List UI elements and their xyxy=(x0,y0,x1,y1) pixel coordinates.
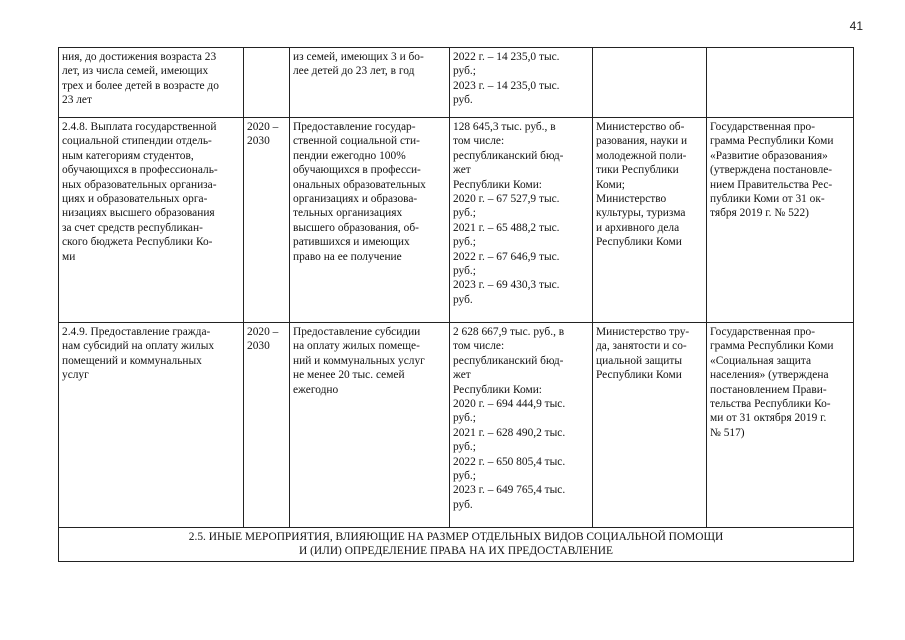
text-line: Республики Коми: xyxy=(453,178,542,191)
text-line: Предоставление субсидии xyxy=(293,326,421,338)
text-line: и архивного дела xyxy=(596,221,680,234)
text-line: ми xyxy=(62,250,76,263)
text-line: 2020 – xyxy=(247,326,279,338)
text-line: циальной защиты xyxy=(596,354,683,367)
text-line: 2021 г. – 628 490,2 тыс. xyxy=(453,426,566,439)
text-line: республиканский бюд- xyxy=(453,354,564,367)
text-line: том числе: xyxy=(453,135,505,148)
program-cell xyxy=(707,323,854,528)
text-line: «Развитие образования» xyxy=(710,149,828,162)
text-line: Государственная про- xyxy=(710,326,816,338)
text-line: помещений и коммунальных xyxy=(62,354,202,367)
text-line: Министерство xyxy=(596,193,667,206)
text-line: Государственная про- xyxy=(710,121,816,133)
text-line: «Социальная защита xyxy=(710,354,812,367)
text-line: руб.; xyxy=(453,470,476,483)
text-line: Министерство тру- xyxy=(596,326,690,338)
text-line: (утверждена постановле- xyxy=(710,164,833,177)
text-line: том числе: xyxy=(453,340,505,353)
text-line: право на ее получение xyxy=(293,250,402,263)
text-line: руб.; xyxy=(453,207,476,220)
text-line: нам субсидий на оплату жилых xyxy=(62,340,215,353)
text-line: нием Правительства Рес- xyxy=(710,178,833,191)
text-line: 2022 г. – 14 235,0 тыс. xyxy=(453,51,560,63)
text-line: ратившихся и имеющих xyxy=(293,236,410,249)
result-cell xyxy=(290,118,450,323)
responsible-cell xyxy=(593,323,707,528)
text-line: 2022 г. – 67 646,9 тыс. xyxy=(453,250,560,263)
text-line: Предоставление государ- xyxy=(293,121,416,133)
text-line: руб.; xyxy=(453,65,476,78)
measure-name-cell xyxy=(59,118,244,323)
text-line: 128 645,3 тыс. руб., в xyxy=(453,121,556,133)
text-line: Коми; xyxy=(596,178,625,191)
funding-cell xyxy=(450,118,593,323)
program-cell xyxy=(707,118,854,323)
text-line: Республики Коми xyxy=(596,236,682,249)
result-cell xyxy=(290,48,450,118)
text-line: публики Коми от 31 ок- xyxy=(710,193,825,206)
text-line: Республики Коми xyxy=(596,369,682,382)
text-line: И (ИЛИ) ОПРЕДЕЛЕНИЕ ПРАВА НА ИХ ПРЕДОСТАВЛЕНИЕ xyxy=(299,545,613,558)
text-line: не менее 20 тыс. семей xyxy=(293,369,405,382)
text-line: 2022 г. – 650 805,4 тыс. xyxy=(453,455,566,468)
text-line: ского бюджета Республики Ко- xyxy=(62,236,213,249)
text-line: 2.4.9. Предоставление гражда- xyxy=(62,326,211,338)
text-line: 2.5. ИНЫЕ МЕРОПРИЯТИЯ, ВЛИЯЮЩИЕ НА РАЗМЕР ОТДЕЛЬНЫХ ВИДОВ СОЦИАЛЬНОЙ ПОМОЩИ xyxy=(188,531,724,543)
text-line: руб.; xyxy=(453,441,476,454)
text-line: ственной социальной сти- xyxy=(293,135,420,148)
responsible-cell xyxy=(593,48,707,118)
text-line: ональных образовательных xyxy=(293,178,426,191)
text-line: грамма Республики Коми xyxy=(710,340,834,353)
measure-name-cell xyxy=(59,48,244,118)
text-line: жет xyxy=(453,164,471,177)
table-row xyxy=(59,118,854,323)
text-line: ния, до достижения возраста 23 xyxy=(62,51,217,63)
text-line: циях и образовательных орга- xyxy=(62,193,208,206)
period-cell xyxy=(244,48,290,118)
text-line: республиканский бюд- xyxy=(453,149,564,162)
text-line: ний и коммунальных услуг xyxy=(293,354,425,367)
responsible-cell xyxy=(593,118,707,323)
text-line: низациях высшего образования xyxy=(62,207,215,220)
result-cell xyxy=(290,323,450,528)
text-line: руб.; xyxy=(453,412,476,425)
text-line: Республики Коми: xyxy=(453,383,542,396)
measure-name-cell xyxy=(59,323,244,528)
text-line: услуг xyxy=(62,369,89,382)
text-line: 23 лет xyxy=(62,94,92,107)
text-line: населения» (утверждена xyxy=(710,369,829,382)
text-line: социальной стипендии отдель- xyxy=(62,135,212,148)
text-line: руб. xyxy=(453,94,473,107)
text-line: ным категориям студентов, xyxy=(62,149,194,162)
text-line: разования, науки и xyxy=(596,135,688,148)
text-line: лее детей до 23 лет, в год xyxy=(293,65,415,78)
text-line: на оплату жилых помеще- xyxy=(293,340,420,353)
text-line: грамма Республики Коми xyxy=(710,135,834,148)
text-line: за счет средств республикан- xyxy=(62,221,203,234)
funding-cell xyxy=(450,323,593,528)
section-heading xyxy=(59,528,854,562)
text-line: пендии ежегодно 100% xyxy=(293,149,406,162)
text-line: ми от 31 октября 2019 г. xyxy=(710,412,827,425)
text-line: 2020 г. – 694 444,9 тыс. xyxy=(453,398,566,411)
text-line: тики Республики xyxy=(596,164,679,177)
text-line: 2020 – xyxy=(247,121,279,133)
text-line: из семей, имеющих 3 и бо- xyxy=(293,51,424,63)
table-row xyxy=(59,48,854,118)
text-line: культуры, туризма xyxy=(596,207,686,220)
text-line: трех и более детей в возрасте до xyxy=(62,79,219,92)
text-line: организациях и образова- xyxy=(293,193,418,206)
text-line: ежегодно xyxy=(293,383,339,396)
measures-table xyxy=(58,47,854,562)
text-line: тельных организациях xyxy=(293,207,403,220)
text-line: постановлением Прави- xyxy=(710,383,827,396)
text-line: жет xyxy=(453,369,471,382)
text-line: 2023 г. – 14 235,0 тыс. xyxy=(453,79,560,92)
text-line: руб.; xyxy=(453,236,476,249)
period-cell xyxy=(244,323,290,528)
text-line: 2023 г. – 69 430,3 тыс. xyxy=(453,279,560,292)
text-line: ных образовательных организа- xyxy=(62,178,217,191)
text-line: высшего образования, об- xyxy=(293,221,419,234)
program-cell xyxy=(707,48,854,118)
text-line: обучающихся в профессиональ- xyxy=(62,164,218,177)
text-line: руб. xyxy=(453,293,473,306)
text-line: Министерство об- xyxy=(596,121,685,133)
funding-cell xyxy=(450,48,593,118)
period-cell xyxy=(244,118,290,323)
text-line: да, занятости и со- xyxy=(596,340,687,353)
text-line: руб. xyxy=(453,498,473,511)
text-line: 2023 г. – 649 765,4 тыс. xyxy=(453,484,566,497)
text-line: лет, из числа семей, имеющих xyxy=(62,65,209,78)
text-line: тельства Республики Ко- xyxy=(710,398,831,411)
text-line: молодежной поли- xyxy=(596,149,687,162)
page-number: 41 xyxy=(849,19,863,33)
text-line: 2030 xyxy=(247,340,270,353)
text-line: обучающихся в професси- xyxy=(293,164,421,177)
text-line: 2020 г. – 67 527,9 тыс. xyxy=(453,193,560,206)
text-line: 2030 xyxy=(247,135,270,148)
text-line: № 517) xyxy=(710,426,745,439)
text-line: 2 628 667,9 тыс. руб., в xyxy=(453,326,565,338)
text-line: тября 2019 г. № 522) xyxy=(710,207,809,220)
text-line: 2021 г. – 65 488,2 тыс. xyxy=(453,221,560,234)
table-row xyxy=(59,323,854,528)
text-line: руб.; xyxy=(453,265,476,278)
text-line: 2.4.8. Выплата государственной xyxy=(62,121,217,133)
section-heading-row xyxy=(59,528,854,562)
